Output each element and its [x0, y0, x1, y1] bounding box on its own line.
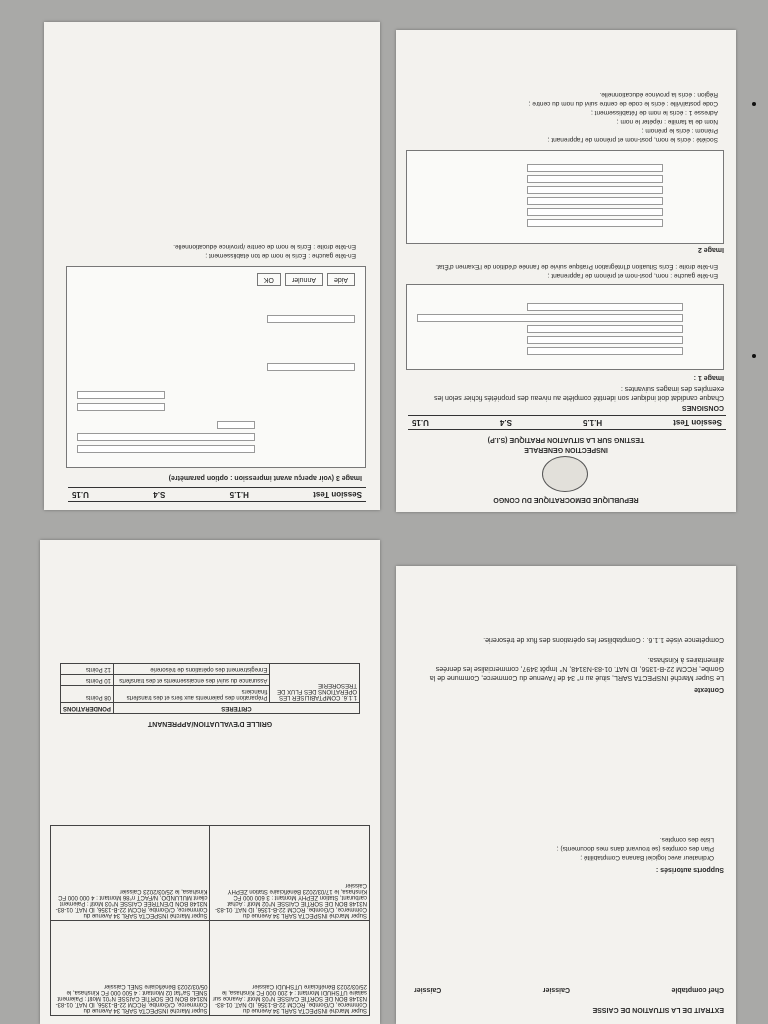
page-top-left — [44, 22, 380, 510]
punch-dot — [752, 102, 756, 106]
grid-section: 1.1.6. COMPTABILISER LES OPERATIONS DES FLUX DE TRESORERIE — [270, 664, 360, 703]
dialog-field — [77, 433, 255, 441]
country-name: REPUBLIQUE DEMOCRATIQUE DU CONGO — [493, 496, 639, 503]
dialog-field — [417, 314, 683, 322]
dialog-field — [77, 391, 165, 399]
bullet-item: Code postal/ville : écris le code de centre suivi du nom du centre ; — [528, 100, 718, 107]
supports-list — [414, 835, 714, 862]
grid-critere: Assurance du suivi des encaissements et des transferts — [113, 675, 269, 686]
vouchers-table — [50, 825, 370, 1016]
bullet-item: En-tête droite : Écris Situation d'Intégration Pratique suivie de l'année d'édition de l'Examen d'État. — [435, 263, 718, 270]
support-item: Liste des comptes. — [659, 836, 714, 843]
page-bottom-left-content — [40, 540, 380, 1024]
dialog-field — [77, 445, 255, 453]
grid-points: 12 Points — [61, 664, 114, 675]
bullet-item: Région : écris la province éducationnelle. — [599, 91, 718, 98]
dialog-field — [527, 347, 683, 355]
signature-label: Chef comptable — [671, 986, 724, 993]
signature-row — [414, 985, 724, 994]
doc-title: TESTING SUR LA SITUATION PRATIQUE (S.I.P) — [487, 436, 645, 443]
bullet-item: En-tête gauche : Écris le nom de ton établissement ; — [205, 252, 356, 259]
bullet-item: Prénom : écris le prénom ; — [641, 127, 718, 134]
bullet-list — [86, 242, 356, 260]
session-h: H.1.5 — [229, 490, 249, 499]
dialog-field — [527, 175, 663, 183]
bullet-item: Nom de la famille : répéter le nom ; — [616, 118, 718, 125]
dialog-field — [527, 219, 663, 227]
dialog-buttons — [257, 273, 355, 286]
dialog-field — [527, 208, 663, 216]
competence-text: Compétence visée 1.1.6. : Comptabiliser les opérations des flux de trésorerie. — [483, 636, 724, 643]
image2-label: Image 2 — [697, 246, 724, 253]
dialog-field — [267, 315, 355, 323]
consigne-text: Chaque candidat doit indiquer son identité complète au niveau des propriétés fichier selon les exemples des images suivantes : — [434, 385, 724, 401]
bullet-item: En-tête droite : Écris le nom de centre /province éducationnelle. — [173, 243, 356, 250]
ok-button[interactable]: OK — [257, 273, 281, 286]
help-button[interactable]: Aide — [327, 273, 355, 286]
page-top-right — [396, 30, 736, 512]
dialog-field — [267, 363, 355, 371]
signature-label: Caissier — [414, 986, 442, 993]
support-item: Ordinateur avec logiciel Banana Comptabilité ; — [580, 854, 714, 861]
session-u: U.15 — [72, 490, 89, 499]
grid-title: GRILLE D'EVALUATION/APPRENANT — [147, 720, 273, 727]
dialog-field — [527, 336, 683, 344]
print-dialog — [66, 266, 366, 468]
grid-header: CRITERES — [113, 703, 359, 714]
dialog-field — [527, 164, 663, 172]
emblem-icon — [542, 456, 588, 492]
page-top-left-content — [44, 22, 380, 510]
punch-dot — [752, 354, 756, 358]
image1-label: Image 1 : — [693, 374, 724, 381]
session-label: Session Test — [673, 418, 722, 427]
context-title: Contexte — [694, 686, 724, 693]
bullet-item: Société : écris le nom, post-nom et prénom de l'apprenant ; — [547, 136, 718, 143]
dialog-field — [527, 325, 683, 333]
dialog-field — [527, 197, 663, 205]
properties-dialog-1 — [406, 284, 724, 370]
voucher: Super Marché INSPECTA SARL 34 Avenue du Commerce, C/Gombe, RCCM 22-B-1356, ID NAT. 01-83-N3148 BON DE SORTIE CAISSE N°03 Motif : Avance sur salaire UTSHUDI Montant : 4 200 000 FC Kinshasa, le 25/03/2023 Bénéficiaire UTSHUDI Caissier — [210, 921, 370, 1016]
page-bottom-right — [396, 566, 736, 1024]
session-s: S.4 — [153, 490, 166, 499]
grid-points: 10 Points — [61, 675, 114, 686]
bullet-list-bottom — [412, 90, 718, 144]
bullet-item: Adresse 1 : écris le nom de l'établissement ; — [591, 109, 718, 116]
supports-title: Supports autorisés : — [655, 866, 724, 873]
voucher: Super Marché INSPECTA SARL 34 Avenue du Commerce, C/Gombe, RCCM 22-B-1356, ID NAT. 01-83-N3148 BON D'ENTREE CAISSE N°03 Motif : Paiement client MULUNDO, N/FACT n°86 Montant : 4 000 000 FC Kinshasa, le 25/03/2023 Caissier — [51, 826, 211, 921]
voucher: Super Marché INSPECTA SARL 34 Avenue du Commerce, C/Gombe, RCCM 22-B-1356, ID NAT. 01-83-N3148 BON DE SORTIE CAISSE N°01 Motif : Paiement SNEL Sa°fat 02 Montant : 4 500 000 FC Kinshasa, le 05/03/2023 Bénéficiaire SNEL Caissier — [51, 921, 211, 1016]
bullet-list-mid — [412, 262, 718, 280]
cancel-button[interactable]: Annuler — [285, 273, 323, 286]
properties-dialog-2 — [406, 150, 724, 244]
grid-points: 08 Points — [61, 686, 114, 703]
page-bottom-left — [40, 540, 380, 1024]
image-caption: Image 3 (voir aperçu avant impression : option paramètre) — [168, 474, 362, 481]
dialog-field — [527, 303, 683, 311]
grid-header: PONDERATIONS — [61, 703, 114, 714]
consignes-title: CONSIGNES — [681, 404, 724, 411]
grid-table — [60, 663, 360, 714]
session-row — [408, 415, 726, 430]
session-u: U.15 — [412, 418, 429, 427]
inspection-title: INSPECTION GENERALE — [524, 446, 608, 453]
page-top-right-content — [396, 30, 736, 512]
extrait-title: EXTRAIT DE LA SITUATION DE CAISSE — [592, 1006, 724, 1013]
page-bottom-right-content — [396, 566, 736, 1024]
support-item: Plan des comptes (se trouvant dans mes documents) ; — [556, 845, 714, 852]
session-s: S.4 — [499, 418, 512, 427]
dialog-field — [217, 421, 255, 429]
session-label: Session Test — [313, 490, 362, 499]
signature-label: Caissier — [542, 986, 570, 993]
context-text: Le Super Marché INSPECTA SARL, situé au n° 34 de l'Avenue du Commerce, Commune de la Gombe, RCCM 22-B-1356, ID NAT. 01-83-N3148, N° Impôt 3497, commercialise les denrées alimentaires à Kinshasa. — [429, 656, 724, 681]
session-row — [68, 487, 366, 502]
grid-critere: Enregistrement des opérations de trésorerie — [113, 664, 269, 675]
voucher: Super Marché INSPECTA SARL 34 Avenue du Commerce, C/Gombe, RCCM 22-B-1356, ID NAT. 01-83-N3148 BON DE SORTIE CAISSE N°02 Motif : Achat carburant, Station ZEPHY Montant : 3 600 000 FC Kinshasa, le 17/03/2023 Bénéficiaire Station ZEPHY Caissier — [210, 826, 370, 921]
bullet-item: En-tête gauche : nom, post-nom et prénom de l'apprenant ; — [547, 272, 718, 279]
dialog-field — [77, 403, 165, 411]
grid-critere: Préparation des paiements aux tiers et des transferts financiers — [113, 686, 269, 703]
session-h: H.1.5 — [583, 418, 603, 427]
dialog-field — [527, 186, 663, 194]
